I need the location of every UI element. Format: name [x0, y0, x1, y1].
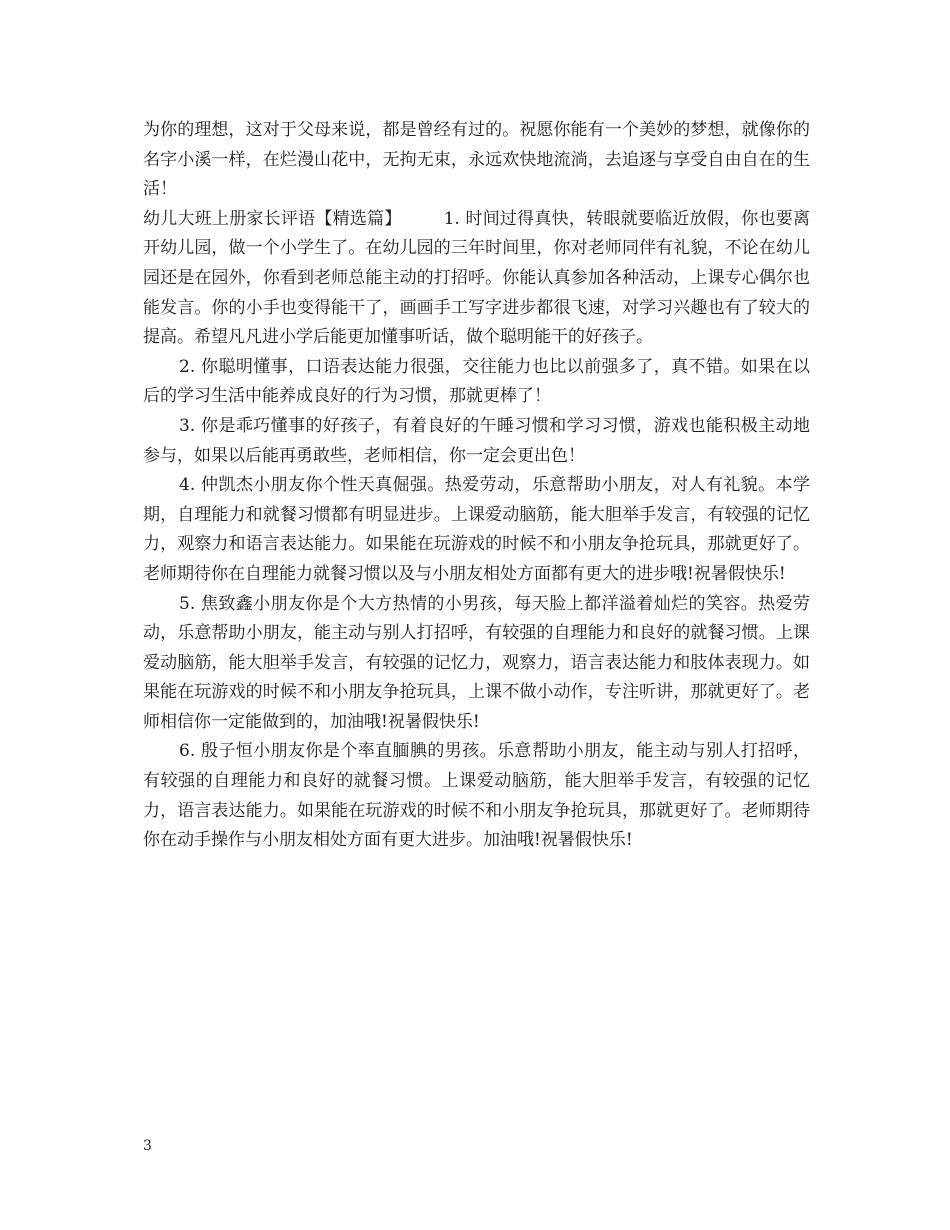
item-3-paragraph: 3. 你是乖巧懂事的好孩子，有着良好的午睡习惯和学习习惯，游戏也能积极主动地参与，如果以后能再勇敢些，老师相信，你一定会更出色！	[143, 415, 810, 466]
page-number: 3	[143, 1138, 152, 1154]
section-heading: 幼儿大班上册家长评语【精选篇】	[143, 208, 402, 229]
item-5-paragraph: 5. 焦致鑫小朋友你是个大方热情的小男孩，每天脸上都洋溢着灿烂的笑容。热爱劳动，乐意帮助小朋友，能主动与别人打招呼，有较强的自理能力和良好的就餐习惯。上课爱动脑筋，能大胆举手发言，有较强的记忆力，观察力，语言表达能力和肢体表现力。如果能在玩游戏的时候不和小朋友争抢玩具，上课不做小动作，专注听讲，那就更好了。老师相信你一定能做到的，加油哦!祝暑假快乐!	[143, 593, 810, 732]
item-4-paragraph: 4. 仲凯杰小朋友你个性天真倔强。热爱劳动，乐意帮助小朋友，对人有礼貌。本学期，自理能力和就餐习惯都有明显进步。上课爱动脑筋，能大胆举手发言，有较强的记忆力，观察力和语言表达能力。如果能在玩游戏的时候不和小朋友争抢玩具，那就更好了。老师期待你在自理能力就餐习惯以及与小朋友相处方面都有更大的进步哦!祝暑假快乐!	[143, 475, 810, 584]
item-2-paragraph: 2. 你聪明懂事，口语表达能力很强，交往能力也比以前强多了，真不错。如果在以后的学习生活中能养成良好的行为习惯，那就更棒了！	[143, 356, 810, 407]
intro-paragraph: 为你的理想，这对于父母来说，都是曾经有过的。祝愿你能有一个美妙的梦想，就像你的名字小溪一样，在烂漫山花中，无拘无束，永远欢快地流淌，去追逐与享受自由自在的生活！	[143, 120, 810, 200]
section-heading-paragraph	[143, 205, 810, 353]
item-6-paragraph: 6. 殷子恒小朋友你是个率直腼腆的男孩。乐意帮助小朋友，能主动与别人打招呼，有较强的自理能力和良好的就餐习惯。上课爱动脑筋，能大胆举手发言，有较强的记忆力，语言表达能力。如果能在玩游戏的时候不和小朋友争抢玩具，那就更好了。老师期待你在动手操作与小朋友相处方面有更大进步。加油哦!祝暑假快乐!	[143, 741, 810, 851]
item-1-text: 1. 时间过得真快，转眼就要临近放假，你也要离开幼儿园，做一个小学生了。在幼儿园的三年时间里，你对老师同伴有礼貌，不论在幼儿园还是在园外，你看到老师总能主动的打招呼。你能认真参加各种活动，上课专心偶尔也能发言。你的小手也变得能干了，画画手工写字进步都很飞速，对学习兴趣也有了较大的提高。希望凡凡进小学后能更加懂事听话，做个聪明能干的好孩子。	[143, 208, 811, 348]
document-body	[143, 116, 810, 856]
